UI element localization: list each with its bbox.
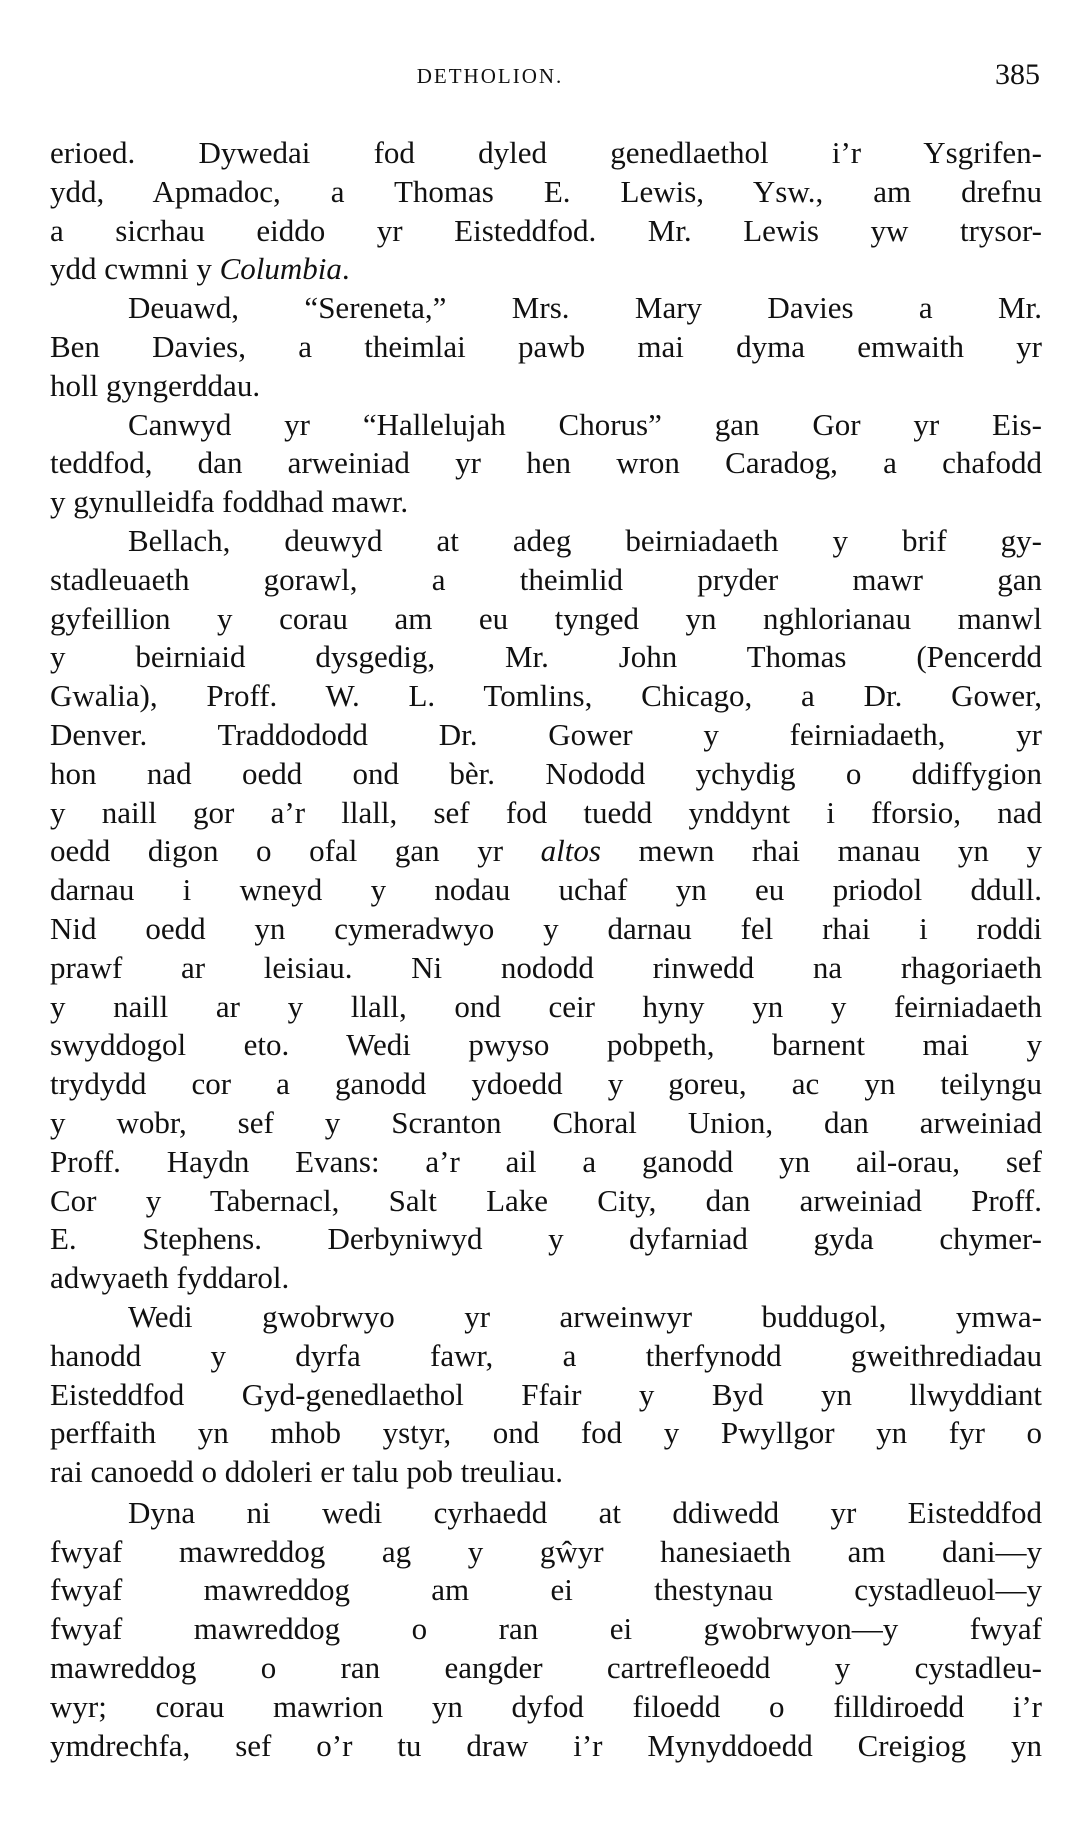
text-line: perffaith yn mhob ystyr, ond fod y Pwyllgor yn fyr o [50,1415,1042,1451]
text-line: ymdrechfa, sef o’r tu draw i’r Mynyddoedd Creigiog yn [50,1727,1042,1763]
text-line [50,832,1042,871]
text-line: y naill ar y llall, ond ceir hyny yn y feirniadaeth [50,988,1042,1024]
text-line: y naill gor a’r llall, sef fod tuedd ynddynt i fforsio, nad [50,794,1042,830]
text-line: Proff. Haydn Evans: a’r ail a ganodd yn ail-orau, sef [50,1143,1042,1179]
italic-term: Columbia [219,251,342,287]
text-line: rai canoedd o ddoleri er talu pob treuliau. [50,1454,564,1490]
text-line: wyr; corau mawrion yn dyfod filoedd o filldiroedd i’r [50,1688,1042,1724]
body-text [50,134,1042,1765]
text-line: mawreddog o ran eangder cartrefleoedd y cystadleu- [50,1650,1042,1686]
text-line: Dyna ni wedi cyrhaedd at ddiwedd yr Eisteddfod [128,1494,1042,1530]
text-line: hon nad oedd ond bèr. Nododd ychydig o ddiffygion [50,755,1042,791]
text-line: Denver. Traddododd Dr. Gower y feirniadaeth, yr [50,716,1042,752]
text-line-part: oedd digon o ofal gan yr [50,833,541,869]
text-line: Cor y Tabernacl, Salt Lake City, dan arweiniad Proff. [50,1182,1042,1218]
text-line: adwyaeth fyddarol. [50,1260,290,1296]
text-line: Nid oedd yn cymeradwyo y darnau fel rhai i roddi [50,910,1042,946]
text-line: y gynulleidfa foddhad mawr. [50,484,409,520]
italic-term: altos [540,833,601,869]
text-line: trydydd cor a ganodd ydoedd y goreu, ac yn teilyngu [50,1066,1042,1102]
text-line: darnau i wneyd y nodau uchaf yn eu priodol ddull. [50,872,1042,908]
text-line: E. Stephens. Derbyniwyd y dyfarniad gyda chymer- [50,1221,1042,1257]
text-line: holl gyngerddau. [50,367,261,403]
text-line: hanodd y dyrfa fawr, a therfynodd gweithrediadau [50,1337,1042,1373]
text-line: swyddogol eto. Wedi pwyso pobpeth, barnent mai y [50,1027,1042,1063]
text-line: Canwyd yr “Hallelujah Chorus” gan Gor yr Eis- [128,406,1042,442]
text-line: stadleuaeth gorawl, a theimlid pryder mawr gan [50,561,1042,597]
text-line: Wedi gwobrwyo yr arweinwyr buddugol, ymwa- [128,1298,1042,1334]
text-line: Deuawd, “Sereneta,” Mrs. Mary Davies a Mr. [128,290,1042,326]
running-header [50,58,1040,98]
text-line-part: . [341,251,350,287]
page-number: 385 [995,58,1040,91]
text-line: teddfod, dan arweiniad yr hen wron Caradog, a chafodd [50,445,1042,481]
text-line: prawf ar leisiau. Ni nododd rinwedd na rhagoriaeth [50,949,1042,985]
text-line: Gwalia), Proff. W. L. Tomlins, Chicago, a Dr. Gower, [50,678,1042,714]
text-line: fwyaf mawreddog o ran ei gwobrwyon—y fwyaf [50,1611,1042,1647]
text-line [50,250,1042,289]
text-line: fwyaf mawreddog am ei thestynau cystadleuol—y [50,1572,1042,1608]
text-line: a sicrhau eiddo yr Eisteddfod. Mr. Lewis yw trysor- [50,212,1042,248]
text-line: y beirniaid dysgedig, Mr. John Thomas (Pencerdd [50,639,1042,675]
text-line-part: ydd cwmni y [50,251,220,287]
text-line: ydd, Apmadoc, a Thomas E. Lewis, Ysw., am drefnu [50,173,1042,209]
text-line: Eisteddfod Gyd-genedlaethol Ffair y Byd yn llwyddiant [50,1376,1042,1412]
running-title: DETHOLION. [416,64,564,88]
text-line: Ben Davies, a theimlai pawb mai dyma emwaith yr [50,328,1042,364]
text-line: y wobr, sef y Scranton Choral Union, dan arweiniad [50,1104,1042,1140]
text-line-part: mewn rhai manau yn y [600,833,1042,869]
text-line: gyfeillion y corau am eu tynged yn nghlorianau manwl [50,600,1042,636]
text-line: fwyaf mawreddog ag y gŵyr hanesiaeth am dani—y [50,1533,1042,1569]
text-line: Bellach, deuwyd at adeg beirniadaeth y brif gy- [128,522,1042,558]
text-line: erioed. Dywedai fod dyled genedlaethol i’r Ysgrifen- [50,135,1042,170]
